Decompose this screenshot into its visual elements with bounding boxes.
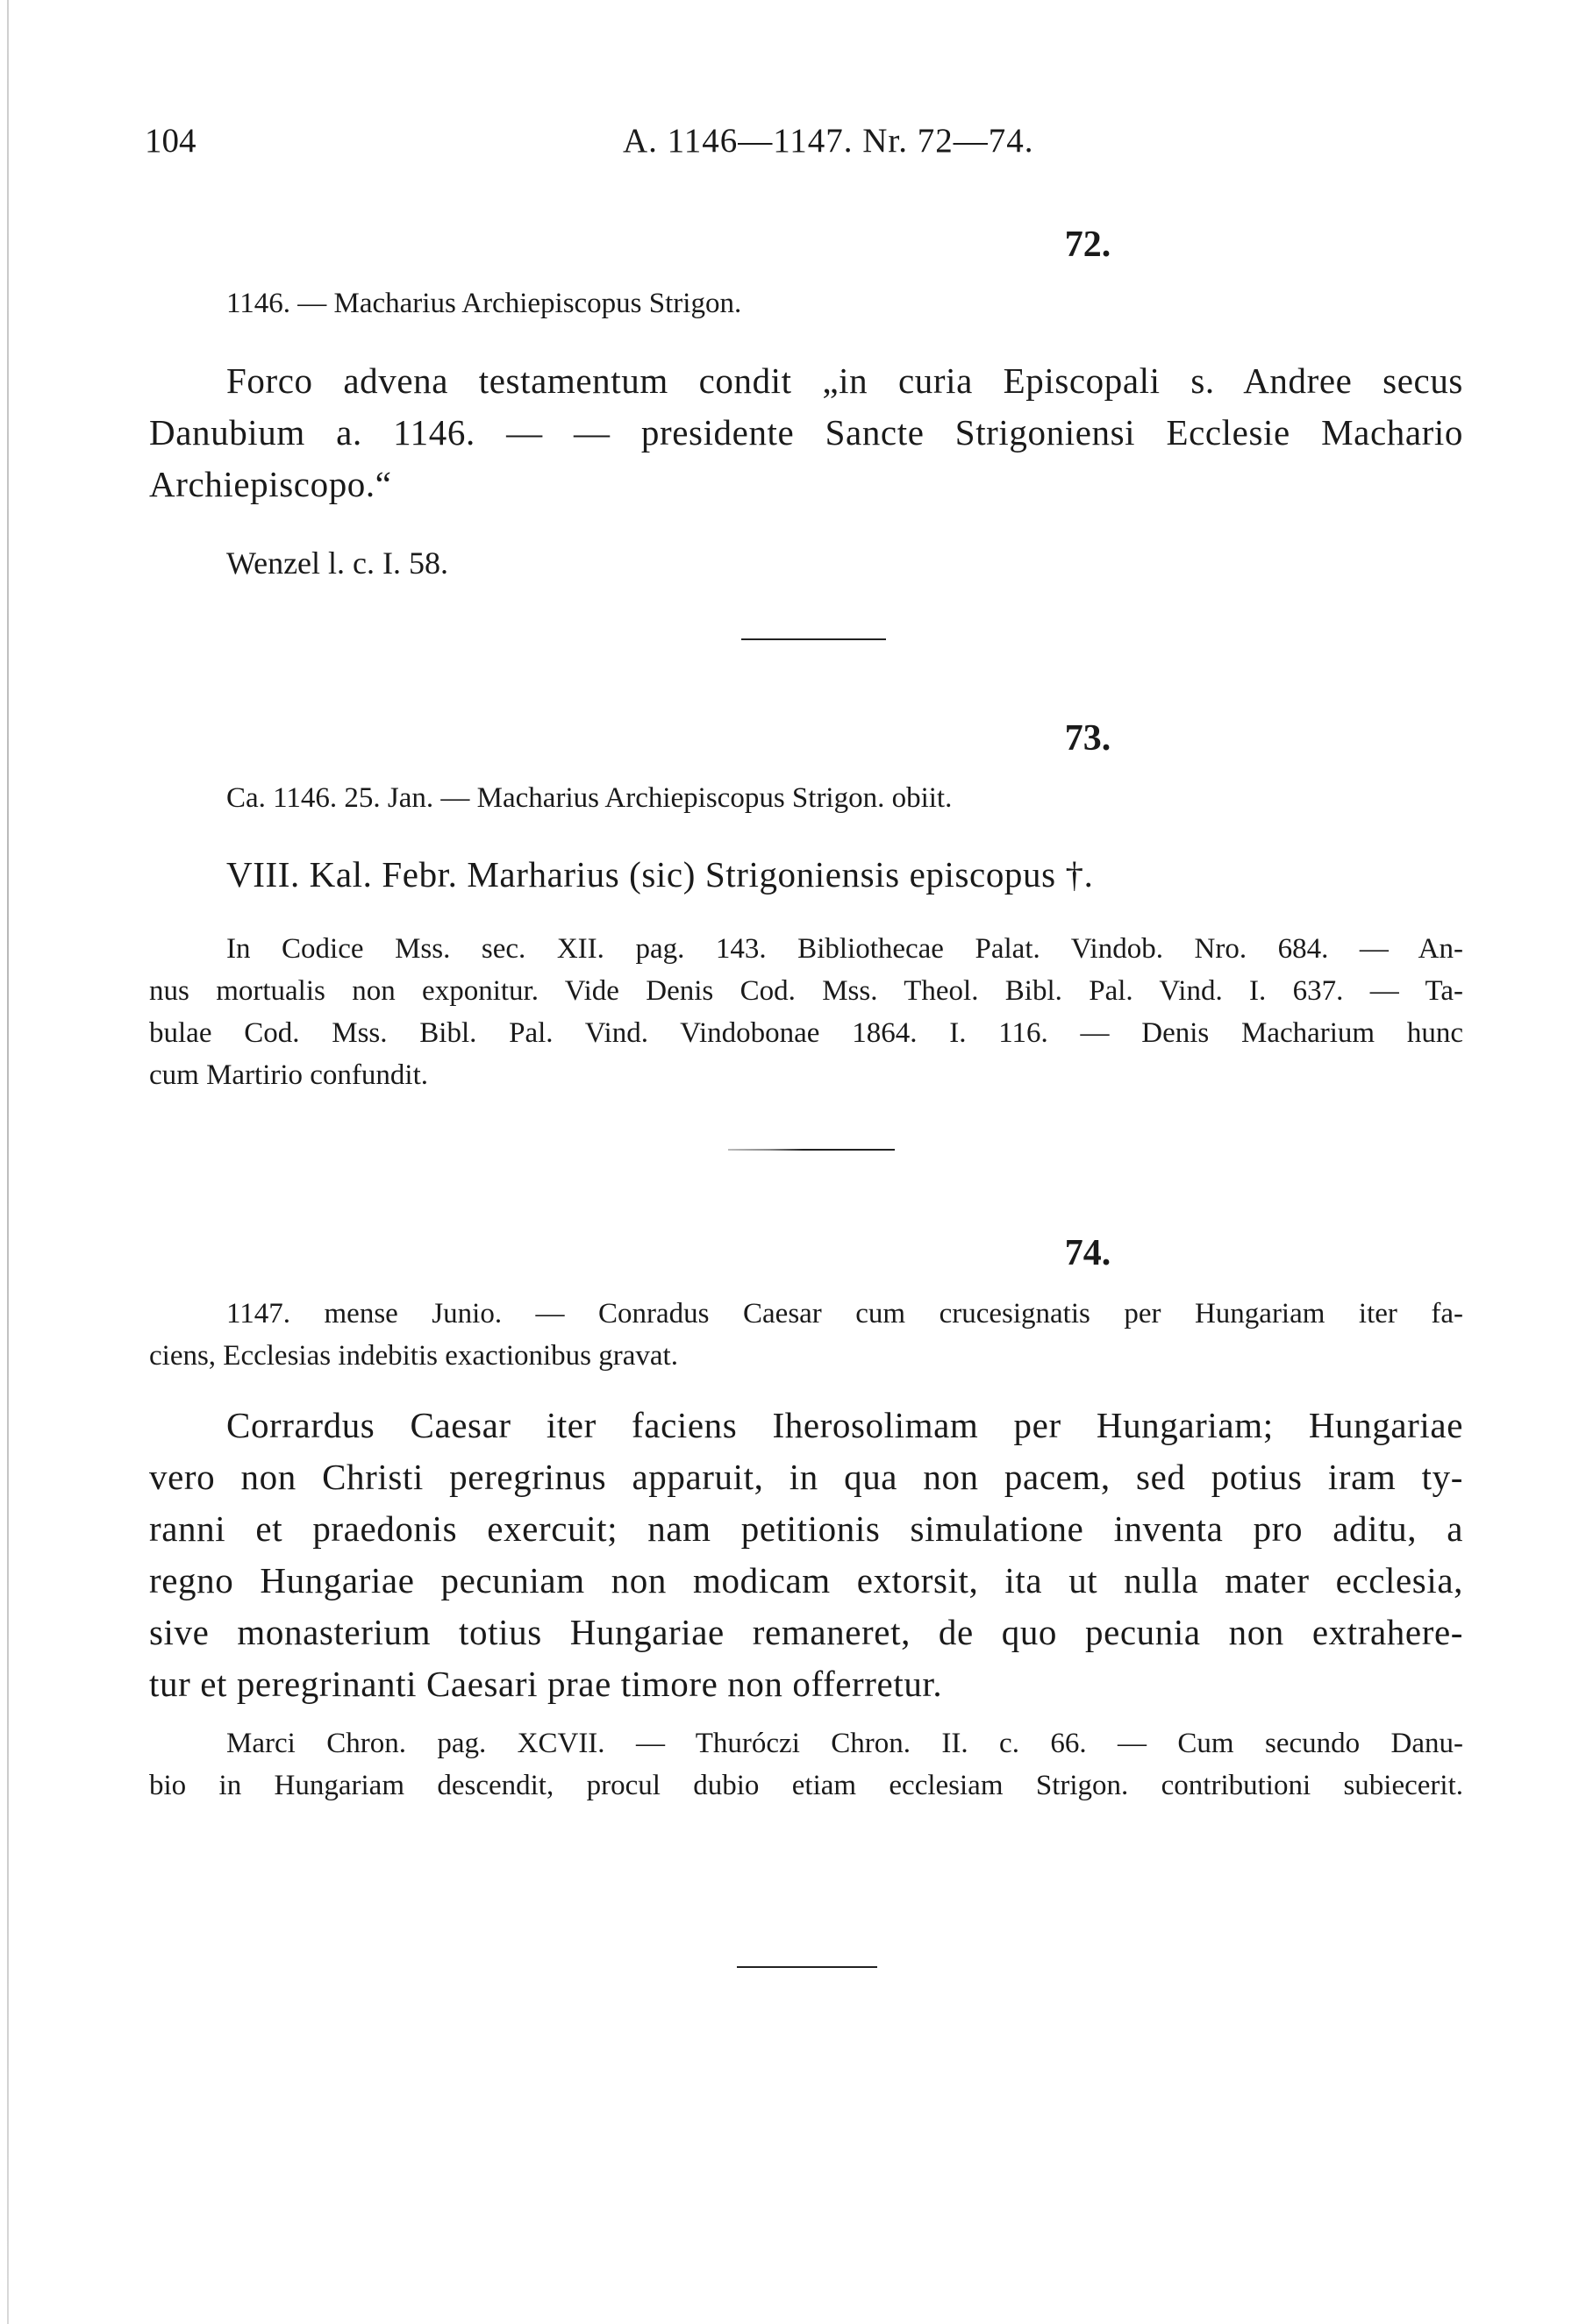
section-divider (737, 1966, 877, 1968)
entry-72-text-line-1: Forco advena testamentum condit „in curia Episcopali s. Andree secus (226, 360, 1463, 401)
entry-73-note-line-2: nus mortualis non exponitur. Vide Denis Cod. Mss. Theol. Bibl. Pal. Vind. I. 637. — Ta- (149, 975, 1463, 1007)
entry-74-text-line-4: regno Hungariae pecuniam non modicam extorsit, ita ut nulla mater ecclesia, (149, 1560, 1463, 1600)
entry-74-regest-line-2: ciens, Ecclesias indebitis exactionibus gravat. (149, 1340, 678, 1372)
entry-number-72: 72. (1064, 225, 1111, 265)
entry-number-74: 74. (1064, 1233, 1111, 1273)
running-title: A. 1146—1147. Nr. 72—74. (623, 122, 1034, 160)
entry-73-note-line-4: cum Martirio confundit. (149, 1059, 429, 1091)
entry-73-note-line-3: bulae Cod. Mss. Bibl. Pal. Vind. Vindobonae 1864. I. 116. — Denis Macharium hunc (149, 1017, 1463, 1049)
entry-74-text-line-5: sive monasterium totius Hungariae remaneret, de quo pecunia non extrahere- (149, 1612, 1463, 1652)
entry-74-text-line-1: Corrardus Caesar iter faciens Iherosolimam per Hungariam; Hungariae (226, 1405, 1463, 1445)
section-divider (728, 1149, 895, 1151)
entry-74-text-line-3: ranni et praedonis exercuit; nam petitionis simulatione inventa pro aditu, a (149, 1508, 1463, 1549)
entry-72-source: Wenzel l. c. I. 58. (226, 545, 449, 581)
entry-73-text: VIII. Kal. Febr. Marharius (sic) Strigoniensis episcopus †. (226, 854, 1094, 895)
entry-72-date-regest: 1146. — Macharius Archiepiscopus Strigon. (226, 288, 742, 319)
entry-73-note-line-1: In Codice Mss. sec. XII. pag. 143. Bibliothecae Palat. Vindob. Nro. 684. — An- (226, 933, 1463, 965)
entry-74-source-line-2: bio in Hungariam descendit, procul dubio etiam ecclesiam Strigon. contributioni subiecerit. (149, 1770, 1463, 1801)
entry-74-source-line-1: Marci Chron. pag. XCVII. — Thuróczi Chron. II. c. 66. — Cum secundo Danu- (226, 1728, 1463, 1759)
page-number: 104 (145, 122, 196, 160)
scan-edge (7, 0, 9, 2324)
section-divider (741, 638, 886, 640)
entry-74-text-line-6: tur et peregrinanti Caesari prae timore non offerretur. (149, 1664, 943, 1704)
entry-72-text-line-3: Archiepiscopo.“ (149, 464, 392, 504)
entry-74-text-line-2: vero non Christi peregrinus apparuit, in qua non pacem, sed potius iram ty- (149, 1457, 1463, 1497)
entry-74-regest-line-1: 1147. mense Junio. — Conradus Caesar cum crucesignatis per Hungariam iter fa- (226, 1298, 1463, 1330)
entry-number-73: 73. (1064, 718, 1111, 759)
entry-72-text-line-2: Danubium a. 1146. — — presidente Sancte Strigoniensi Ecclesie Machario (149, 412, 1463, 453)
entry-73-date-regest: Ca. 1146. 25. Jan. — Macharius Archiepiscopus Strigon. obiit. (226, 782, 953, 814)
